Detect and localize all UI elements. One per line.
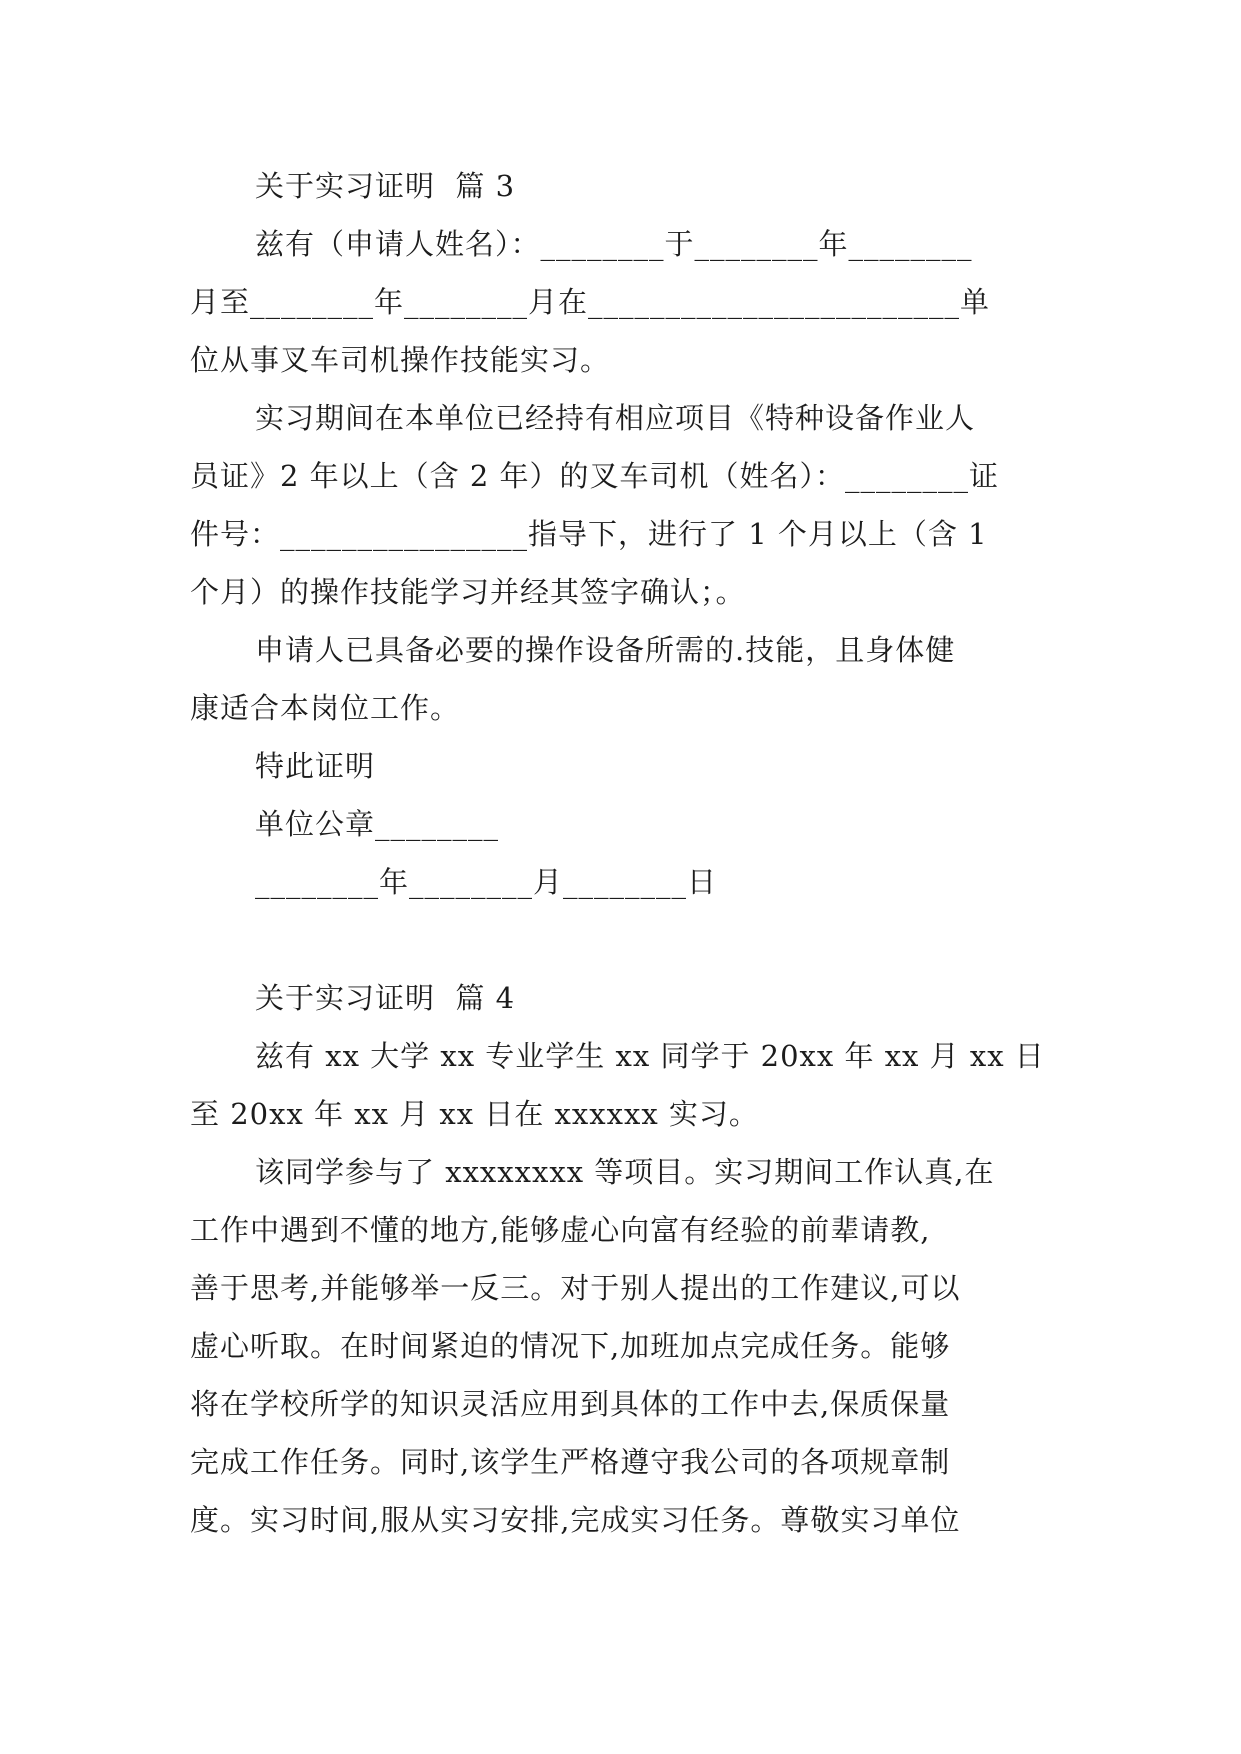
section3-p3-line2: 康适合本岗位工作。 bbox=[190, 691, 461, 725]
section4-p2-line1: 该同学参与了 xxxxxxxx 等项目。实习期间工作认真,在 bbox=[255, 1155, 995, 1189]
section4-p2-line4: 虚心听取。在时间紧迫的情况下,加班加点完成任务。能够 bbox=[190, 1329, 951, 1363]
section4-p2-line6: 完成工作任务。同时,该学生严格遵守我公司的各项规章制 bbox=[190, 1445, 951, 1479]
section3-stamp: 单位公章________ bbox=[255, 807, 500, 841]
section3-p2-line3: 件号：________________指导下，进行了 1 个月以上（含 1 bbox=[190, 517, 988, 551]
section3-p2-line4: 个月）的操作技能学习并经其签字确认；。 bbox=[190, 575, 746, 609]
section3-p1-line2: 月至________年________月在________________________单 bbox=[190, 285, 991, 319]
section3-closing: 特此证明 bbox=[255, 749, 376, 783]
section4-p1-line1: 兹有 xx 大学 xx 专业学生 xx 同学于 20xx 年 xx 月 xx 日 bbox=[255, 1039, 1045, 1073]
section4-p2-line2: 工作中遇到不懂的地方,能够虚心向富有经验的前辈请教, bbox=[190, 1213, 931, 1247]
section3-title: 关于实习证明 篇 3 bbox=[255, 169, 516, 203]
section3-p1-line3: 位从事叉车司机操作技能实习。 bbox=[190, 343, 611, 377]
section4-p1-line2: 至 20xx 年 xx 月 xx 日在 xxxxxx 实习。 bbox=[190, 1097, 759, 1131]
section4-p2-line5: 将在学校所学的知识灵活应用到具体的工作中去,保质保量 bbox=[190, 1387, 951, 1421]
section3-p2-line1: 实习期间在本单位已经持有相应项目《特种设备作业人 bbox=[255, 401, 976, 435]
section4-p2-line3: 善于思考,并能够举一反三。对于别人提出的工作建议,可以 bbox=[190, 1271, 961, 1305]
section3-p2-line2: 员证》2 年以上（含 2 年）的叉车司机（姓名）：________证 bbox=[190, 459, 1000, 493]
section3-date: ________年________月________日 bbox=[255, 865, 718, 899]
section4-p2-line7: 度。实习时间,服从实习安排,完成实习任务。尊敬实习单位 bbox=[190, 1503, 961, 1537]
section4-title: 关于实习证明 篇 4 bbox=[255, 981, 516, 1015]
section3-p1-line1: 兹有（申请人姓名）：________于________年________ bbox=[255, 227, 973, 261]
section3-p3-line1: 申请人已具备必要的操作设备所需的.技能，且身体健 bbox=[255, 633, 956, 667]
